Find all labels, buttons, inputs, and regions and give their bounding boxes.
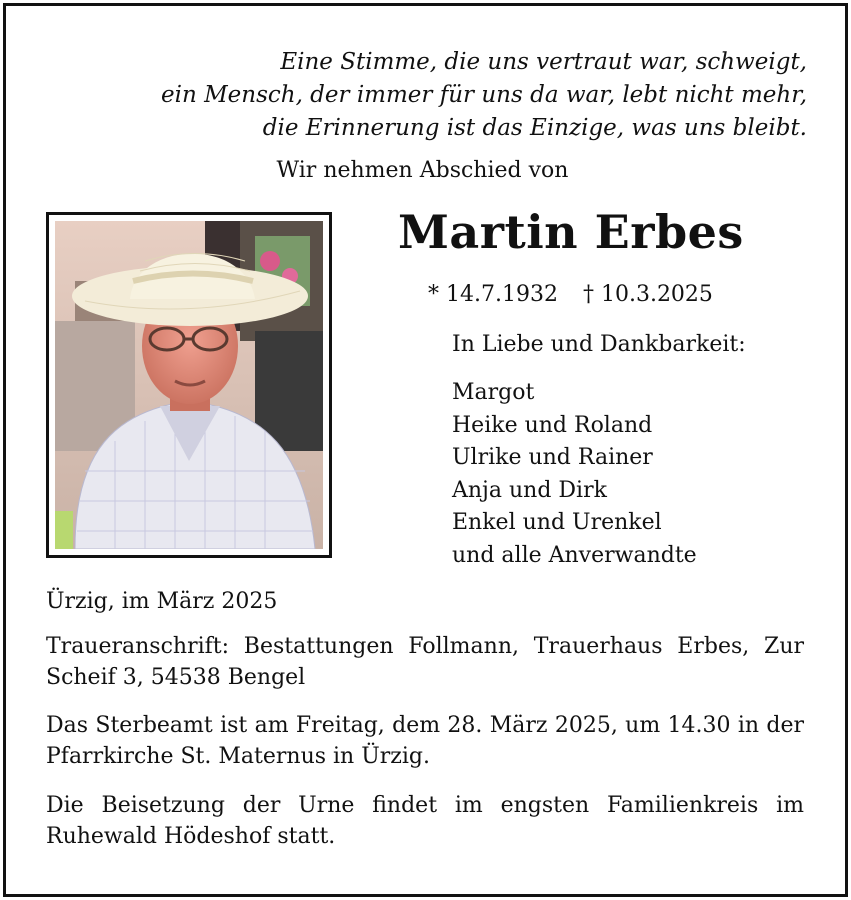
mourner-item: Heike und Roland: [452, 412, 653, 438]
poem-line: die Erinnerung ist das Einzige, was uns bleibt.: [262, 115, 807, 141]
farewell-intro: [0, 158, 845, 183]
mourning-address: [46, 631, 804, 693]
mourner-item: Margot: [452, 380, 535, 405]
portrait-illustration: [55, 221, 323, 549]
deceased-name: Martin Erbes: [398, 205, 744, 259]
death-date: † 10.3.2025: [582, 282, 713, 307]
life-dates: [428, 282, 731, 307]
thanks-line: In Liebe und Dankbarkeit:: [452, 332, 746, 357]
mourning-address-text: Traueranschrift: Bestattungen Follmann, Trauerhaus Erbes, Zur Scheif 3, 54538 Bengel: [46, 634, 804, 690]
poem-line: ein Mensch, der immer für uns da war, lebt nicht mehr,: [161, 82, 807, 108]
mourner-item: und alle Anverwandte: [452, 542, 697, 568]
place-date: [46, 586, 804, 617]
poem-line: Eine Stimme, die uns vertraut war, schweigt,: [280, 49, 807, 75]
mourner-item: Anja und Dirk: [452, 477, 607, 503]
farewell-intro-text: Wir nehmen Abschied von: [276, 158, 569, 183]
mourners-list: [452, 377, 697, 572]
funeral-service-text: Das Sterbeamt ist am Freitag, dem 28. März 2025, um 14.30 in der Pfarrkirche St. Maternus in Ürzig.: [46, 713, 804, 769]
portrait-photo: [55, 221, 323, 549]
birth-date: * 14.7.1932: [428, 282, 558, 307]
urn-burial: [46, 790, 804, 852]
place-date-text: Ürzig, im März 2025: [46, 589, 278, 614]
urn-burial-text: Die Beisetzung der Urne findet im engsten Familienkreis im Ruhewald Hödeshof statt.: [46, 793, 804, 849]
funeral-service: [46, 710, 804, 772]
portrait-frame: [46, 212, 332, 558]
memorial-poem: [107, 46, 807, 145]
mourner-item: Enkel und Urenkel: [452, 510, 662, 535]
mourner-item: Ulrike und Rainer: [452, 445, 653, 470]
